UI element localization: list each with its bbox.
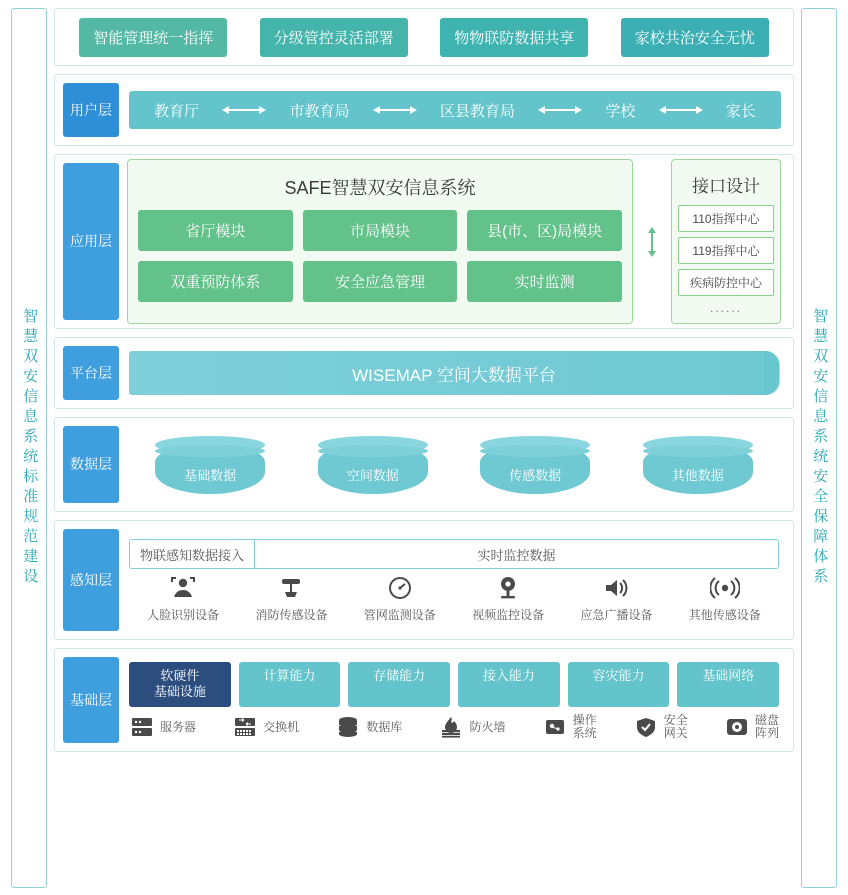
- double-arrow-icon: [537, 104, 583, 116]
- interface-item[interactable]: 119指挥中心: [678, 237, 774, 264]
- user-node: 教育厅: [154, 102, 200, 120]
- loudspeaker-icon: [603, 573, 629, 603]
- interface-more: ......: [709, 301, 742, 315]
- app-module[interactable]: 省厅模块: [138, 210, 293, 251]
- user-node: 家长: [725, 102, 756, 120]
- tech-label: 数据库: [366, 720, 403, 735]
- device-item: [675, 573, 775, 623]
- capability-chip[interactable]: 计算能力: [239, 662, 341, 707]
- data-store-label: 其他数据: [671, 467, 724, 483]
- face-recognition-icon: [170, 573, 196, 603]
- interface-connector: [645, 159, 659, 324]
- device-label: 管网监测设备: [363, 608, 436, 622]
- tech-label: 操作 系统: [572, 712, 597, 740]
- database-cylinder: [318, 436, 428, 494]
- shield-icon: [633, 715, 659, 739]
- user-layer-label: 用户层: [63, 83, 119, 137]
- tech-item: [232, 715, 299, 739]
- database-cylinder: [155, 436, 265, 494]
- double-arrow-icon: [221, 104, 267, 116]
- tech-item: [542, 714, 597, 740]
- capability-chip[interactable]: 存储能力: [348, 662, 450, 707]
- sensing-header-left: 物联感知数据接入: [130, 540, 255, 568]
- tech-item: [129, 715, 196, 739]
- device-label: 视频监控设备: [472, 608, 545, 622]
- user-node: 市教育局: [289, 102, 350, 120]
- safe-system-box: [127, 159, 633, 324]
- switch-icon: [232, 715, 258, 739]
- platform-title: WISEMAP 空间大数据平台: [352, 365, 556, 385]
- app-module[interactable]: 安全应急管理: [303, 261, 458, 302]
- module-row: [138, 210, 622, 251]
- interface-item[interactable]: 110指挥中心: [678, 205, 774, 232]
- firewall-icon: [438, 715, 464, 739]
- pipeline-monitor-icon: [387, 573, 413, 603]
- capability-chip[interactable]: 软硬件 基础设施: [129, 662, 231, 707]
- user-node: 学校: [605, 102, 636, 120]
- slogan-chip: 家校共治安全无忧: [621, 18, 769, 57]
- infrastructure-layer: [54, 648, 794, 752]
- double-arrow-icon: [658, 104, 704, 116]
- platform-layer: [54, 337, 794, 409]
- left-bar-text: 智慧双安信息系统标准规范建设: [21, 307, 39, 588]
- capability-chip[interactable]: 接入能力: [458, 662, 560, 707]
- device-item: [350, 573, 450, 623]
- tech-label: 磁盘 阵列: [754, 712, 779, 740]
- app-module[interactable]: 实时监测: [467, 261, 622, 302]
- interface-design-title: 接口设计: [692, 177, 760, 196]
- slogan-chip: 分级管控灵活部署: [260, 18, 408, 57]
- database-cylinder: [643, 436, 753, 494]
- tech-label: 安全 网关: [663, 712, 688, 740]
- app-module[interactable]: 双重预防体系: [138, 261, 293, 302]
- device-item: [241, 573, 341, 623]
- interface-design-box: [671, 159, 781, 324]
- tech-item: [335, 715, 402, 739]
- left-side-bar: [10, 8, 48, 887]
- application-layer-label: 应用层: [63, 163, 119, 320]
- data-store-label: 传感数据: [509, 467, 562, 483]
- interface-item[interactable]: 疾病防控中心: [678, 269, 774, 296]
- sensing-layer: [54, 520, 794, 640]
- database-icon: [335, 715, 361, 739]
- user-node: 区县教育局: [439, 102, 515, 120]
- user-chain: [129, 91, 781, 129]
- left-bar-box: [11, 8, 47, 888]
- infrastructure-layer-label: 基础层: [63, 657, 119, 743]
- signal-sensor-icon: [710, 573, 740, 603]
- data-layer: [54, 417, 794, 512]
- slogan-chip: 物物联防数据共享: [440, 18, 588, 57]
- os-chip-icon: [542, 715, 568, 739]
- right-bar-box: [801, 8, 837, 888]
- video-camera-icon: [495, 573, 521, 603]
- device-item: [566, 573, 666, 623]
- app-module[interactable]: 县(市、区)局模块: [467, 210, 622, 251]
- database-cylinder: [480, 436, 590, 494]
- device-item: [133, 573, 233, 623]
- tech-label: 服务器: [160, 720, 197, 735]
- disk-array-icon: [724, 715, 750, 739]
- device-label: 应急广播设备: [580, 608, 653, 622]
- tech-item: [724, 714, 779, 740]
- app-module[interactable]: 市局模块: [303, 210, 458, 251]
- layer-stack: [48, 8, 800, 887]
- capability-chip[interactable]: 基础网络: [677, 662, 779, 707]
- slogan-chip: 智能管理统一指挥: [79, 18, 227, 57]
- tech-label: 防火墙: [469, 720, 506, 735]
- tech-item: [633, 714, 688, 740]
- sensing-layer-label: 感知层: [63, 529, 119, 631]
- device-label: 其他传感设备: [688, 608, 761, 622]
- safe-system-title: SAFE智慧双安信息系统: [284, 178, 476, 198]
- tech-item: [438, 715, 505, 739]
- fire-sensor-icon: [278, 573, 304, 603]
- sensing-header: [129, 539, 779, 569]
- device-item: [458, 573, 558, 623]
- tech-label: 交换机: [263, 720, 300, 735]
- capability-chip[interactable]: 容灾能力: [568, 662, 670, 707]
- data-store-label: 基础数据: [184, 467, 237, 483]
- double-arrow-icon: [372, 104, 418, 116]
- module-row: [138, 261, 622, 302]
- right-bar-text: 智慧双安信息系统安全保障体系: [811, 307, 829, 588]
- sensing-header-right: 实时监控数据: [255, 540, 778, 568]
- data-store-label: 空间数据: [346, 467, 399, 483]
- platform-bar: [129, 351, 779, 395]
- slogan-row: [54, 8, 794, 66]
- right-side-bar: [800, 8, 838, 887]
- server-icon: [129, 715, 155, 739]
- data-layer-label: 数据层: [63, 426, 119, 503]
- device-label: 消防传感设备: [255, 608, 328, 622]
- platform-layer-label: 平台层: [63, 346, 119, 400]
- user-layer: [54, 74, 794, 146]
- application-layer: [54, 154, 794, 329]
- device-label: 人脸识别设备: [147, 608, 220, 622]
